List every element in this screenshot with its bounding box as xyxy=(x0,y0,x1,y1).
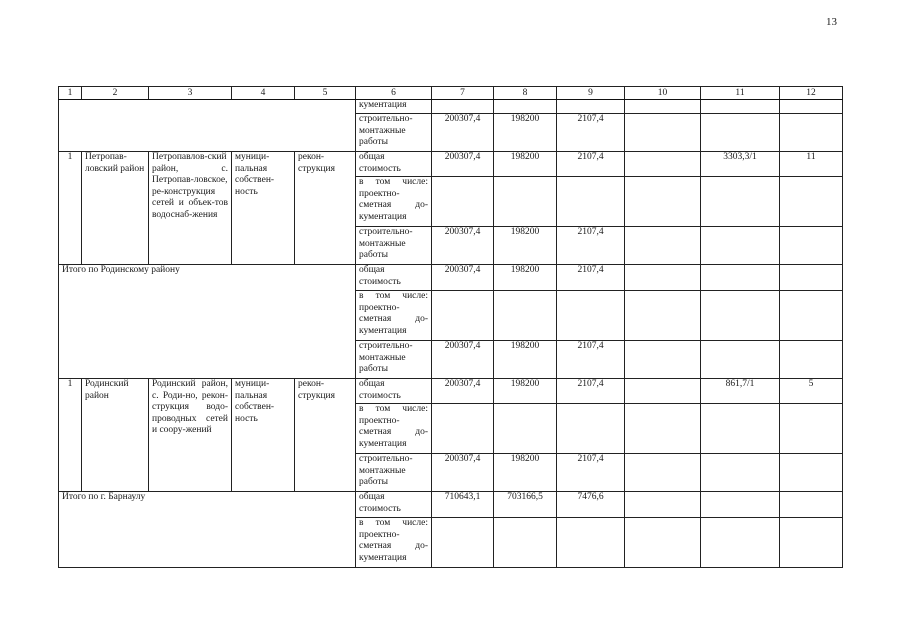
value-cell: 198200 xyxy=(494,379,557,404)
design-docs-label: в том числе: проектно-сметная до-кументация xyxy=(356,404,432,454)
header-cell: 4 xyxy=(232,87,295,100)
work-type: рекон-струкция xyxy=(295,379,356,492)
object-description: Родинский район, с. Роди-но, рекон-струкция водо-проводных сетей и соору-жений xyxy=(149,379,232,492)
total-cost-label: общая стоимость xyxy=(356,265,432,291)
header-cell: 3 xyxy=(149,87,232,100)
ownership-form: муници-пальная собствен-ность xyxy=(232,379,295,492)
value-cell: 200307,4 xyxy=(432,265,494,291)
value-cell: 200307,4 xyxy=(432,341,494,379)
value-cell: 2107,4 xyxy=(557,227,625,265)
value-cell: 2107,4 xyxy=(557,152,625,177)
row-number: 1 xyxy=(59,152,82,265)
value-cell: 710643,1 xyxy=(432,492,494,518)
object-description: Петропавлов-ский район, с. Петропав-ловское, ре-конструкция сетей и объек-тов водоснаб-жения xyxy=(149,152,232,265)
header-cell: 7 xyxy=(432,87,494,100)
value-cell: 198200 xyxy=(494,265,557,291)
value-cell: 2107,4 xyxy=(557,454,625,492)
column-number-row xyxy=(59,87,843,100)
header-cell: 1 xyxy=(59,87,82,100)
table-row xyxy=(59,265,843,291)
total-cost-label: общая стоимость xyxy=(356,492,432,518)
construction-works-label: строительно-монтажные работы xyxy=(356,454,432,492)
value-cell: 2107,4 xyxy=(557,341,625,379)
work-type: рекон-струкция xyxy=(295,152,356,265)
table-row xyxy=(59,152,843,177)
subtotal-title: Итого по Родинскому району xyxy=(59,265,356,379)
header-cell: 5 xyxy=(295,87,356,100)
value-cell: 861,7/1 xyxy=(701,379,780,404)
design-docs-label: в том числе: проектно-сметная до-кументация xyxy=(356,518,432,568)
header-cell: 10 xyxy=(625,87,701,100)
value-cell: 200307,4 xyxy=(432,114,494,152)
value-cell: 200307,4 xyxy=(432,152,494,177)
header-cell: 11 xyxy=(701,87,780,100)
construction-works-label: строительно-монтажные работы xyxy=(356,227,432,265)
total-cost-label: общая стоимость xyxy=(356,152,432,177)
value-cell: 200307,4 xyxy=(432,379,494,404)
value-cell: 198200 xyxy=(494,227,557,265)
investment-table xyxy=(58,86,843,568)
design-docs-label: в том числе: проектно-сметная до-кументация xyxy=(356,291,432,341)
ownership-form: муници-пальная собствен-ность xyxy=(232,152,295,265)
design-docs-label: в том числе: проектно-сметная до-кументация xyxy=(356,177,432,227)
table-row xyxy=(59,379,843,404)
value-cell: 7476,6 xyxy=(557,492,625,518)
value-cell: 2107,4 xyxy=(557,114,625,152)
value-cell: 2107,4 xyxy=(557,379,625,404)
header-cell: 12 xyxy=(780,87,843,100)
value-cell: 2107,4 xyxy=(557,265,625,291)
value-cell: 5 xyxy=(780,379,843,404)
row-number: 1 xyxy=(59,379,82,492)
construction-works-label: строительно-монтажные работы xyxy=(356,341,432,379)
value-cell: 198200 xyxy=(494,341,557,379)
table-row xyxy=(59,100,843,114)
value-cell: 703166,5 xyxy=(494,492,557,518)
value-cell: 198200 xyxy=(494,454,557,492)
subtotal-title: Итого по г. Барнаулу xyxy=(59,492,356,568)
value-cell: 198200 xyxy=(494,152,557,177)
construction-works-label: строительно-монтажные работы xyxy=(356,114,432,152)
value-cell: 198200 xyxy=(494,114,557,152)
value-cell: 200307,4 xyxy=(432,454,494,492)
value-cell: 3303,3/1 xyxy=(701,152,780,177)
header-cell: 2 xyxy=(82,87,149,100)
continuation-blank-cell xyxy=(59,100,356,152)
header-cell: 8 xyxy=(494,87,557,100)
page-number: 13 xyxy=(826,16,837,28)
header-cell: 6 xyxy=(356,87,432,100)
value-cell: 11 xyxy=(780,152,843,177)
design-docs-tail-label: кументация xyxy=(356,100,432,114)
value-cell: 200307,4 xyxy=(432,227,494,265)
header-cell: 9 xyxy=(557,87,625,100)
total-cost-label: общая стоимость xyxy=(356,379,432,404)
district-name: Петропав-ловский район xyxy=(82,152,149,265)
district-name: Родинский район xyxy=(82,379,149,492)
table-row xyxy=(59,492,843,518)
